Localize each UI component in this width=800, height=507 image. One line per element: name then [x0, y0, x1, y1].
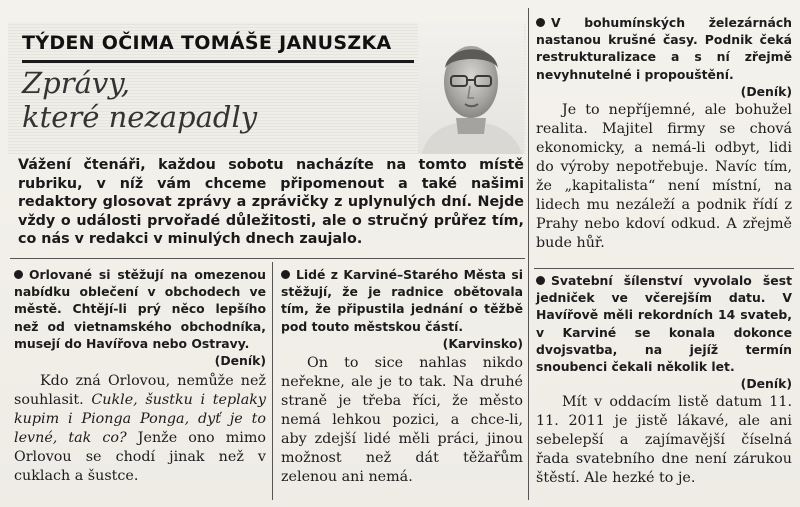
summary-text: Svatební šílenství vyvolalo šest jedniček ve včerejším datu. V Havířově měli rekordních 14 svateb, v Karviné se konala dokonce dvojsvatba, na jejíž termín snoubenci čekali několik let. [536, 273, 792, 375]
news-summary [536, 272, 792, 392]
lead-paragraph: Vážení čtenáři, každou sobotu nacházíte na tomto místě rubriku, v níž vám chceme připomenout a také našimi redaktory glosovat zprávy a zprávičky z uplynulých dní. Nejde vždy o události prvořadé důležitosti, ale o stručný průřez tím, co nás v redakci v minulých dnech zaujalo. [18, 157, 524, 247]
kicker-rule [22, 60, 414, 63]
news-item-weddings [536, 272, 792, 488]
news-item-bohumin [536, 14, 792, 253]
news-summary [536, 14, 792, 100]
author-photo [418, 22, 524, 154]
bullet-icon [281, 270, 290, 279]
lead-divider [10, 258, 525, 259]
news-summary [281, 266, 523, 352]
summary-text: Orlované si stěžují na omezenou nabídku oblečení v obchodech ve městě. Chtějí-li prý něco lepšího než od vietnamského obchodníka, musejí do Havířova nebo Ostravy. [14, 267, 266, 351]
headline-line-2: které nezapadly [22, 100, 258, 134]
news-source: (Deník) [740, 376, 792, 392]
right-column-divider [534, 268, 794, 269]
comment-text-end: Jenže ono mimo Orlovou se chodí jinak než v cuklach a šustce. [14, 430, 267, 485]
editor-comment: Mít v oddacím listě datum 11. 11. 2011 je jistě lákavé, ale ani sebelepší a zajímavější číselná řada svatebního dne není zárukou štěstí. Ale hezké to je. [536, 394, 792, 487]
column-divider-2 [528, 8, 529, 500]
news-item-karvina [281, 266, 523, 487]
column-divider-1 [272, 262, 273, 500]
headline [22, 66, 322, 134]
news-source: (Deník) [214, 353, 266, 369]
bullet-icon [536, 276, 545, 285]
news-source: (Karvinsko) [442, 335, 523, 351]
column-kicker: TÝDEN OČIMA TOMÁŠE JANUSZKA [22, 32, 392, 54]
news-source: (Deník) [740, 83, 792, 99]
news-summary [14, 266, 266, 369]
comment-text: Kdo zná Orlovou, nemůže než souhlasit. [14, 373, 266, 409]
editor-comment: Je to nepříjemné, ale bohužel realita. Majitel firmy se chová ekonomicky, a nemá-li odbyt, lidi do výroby nepotřebuje. Navíc tím, že „kapitalista“ není místní, na lidech mu nezáleží a podnik řídí z Prahy nebo kdoví odkud. A zřejmě bude hůř. [536, 102, 792, 252]
comment-quote: Cukle, šustku i teplaky kupim i Pionga Ponga, dyť je to levné, tak co? [14, 392, 266, 447]
editor-comment: On to sice nahlas nikdo neřekne, ale je to tak. Na druhé straně je třeba říci, že město nemá lehkou pozici, a chce-li, aby zdejší lidé měli práci, jinou možnost než dát těžařům zelenou ani nemá. [281, 355, 523, 486]
summary-text: V bohumínských železárnách nastanou krušné časy. Podnik čeká restrukturalizace a s ní zřejmě nevyhnutelné i propouštění. [536, 15, 792, 82]
news-item-orlova [14, 266, 266, 486]
headline-line-1: Zprávy, [22, 66, 130, 100]
summary-text: Lidé z Karviné–Starého Města si stěžují, že je radnice obětovala tím, že připustila jednání o těžbě pod touto městskou částí. [281, 267, 523, 334]
editor-comment [14, 372, 266, 486]
bullet-icon [14, 270, 23, 279]
author-portrait [418, 22, 524, 154]
bullet-icon [536, 18, 545, 27]
